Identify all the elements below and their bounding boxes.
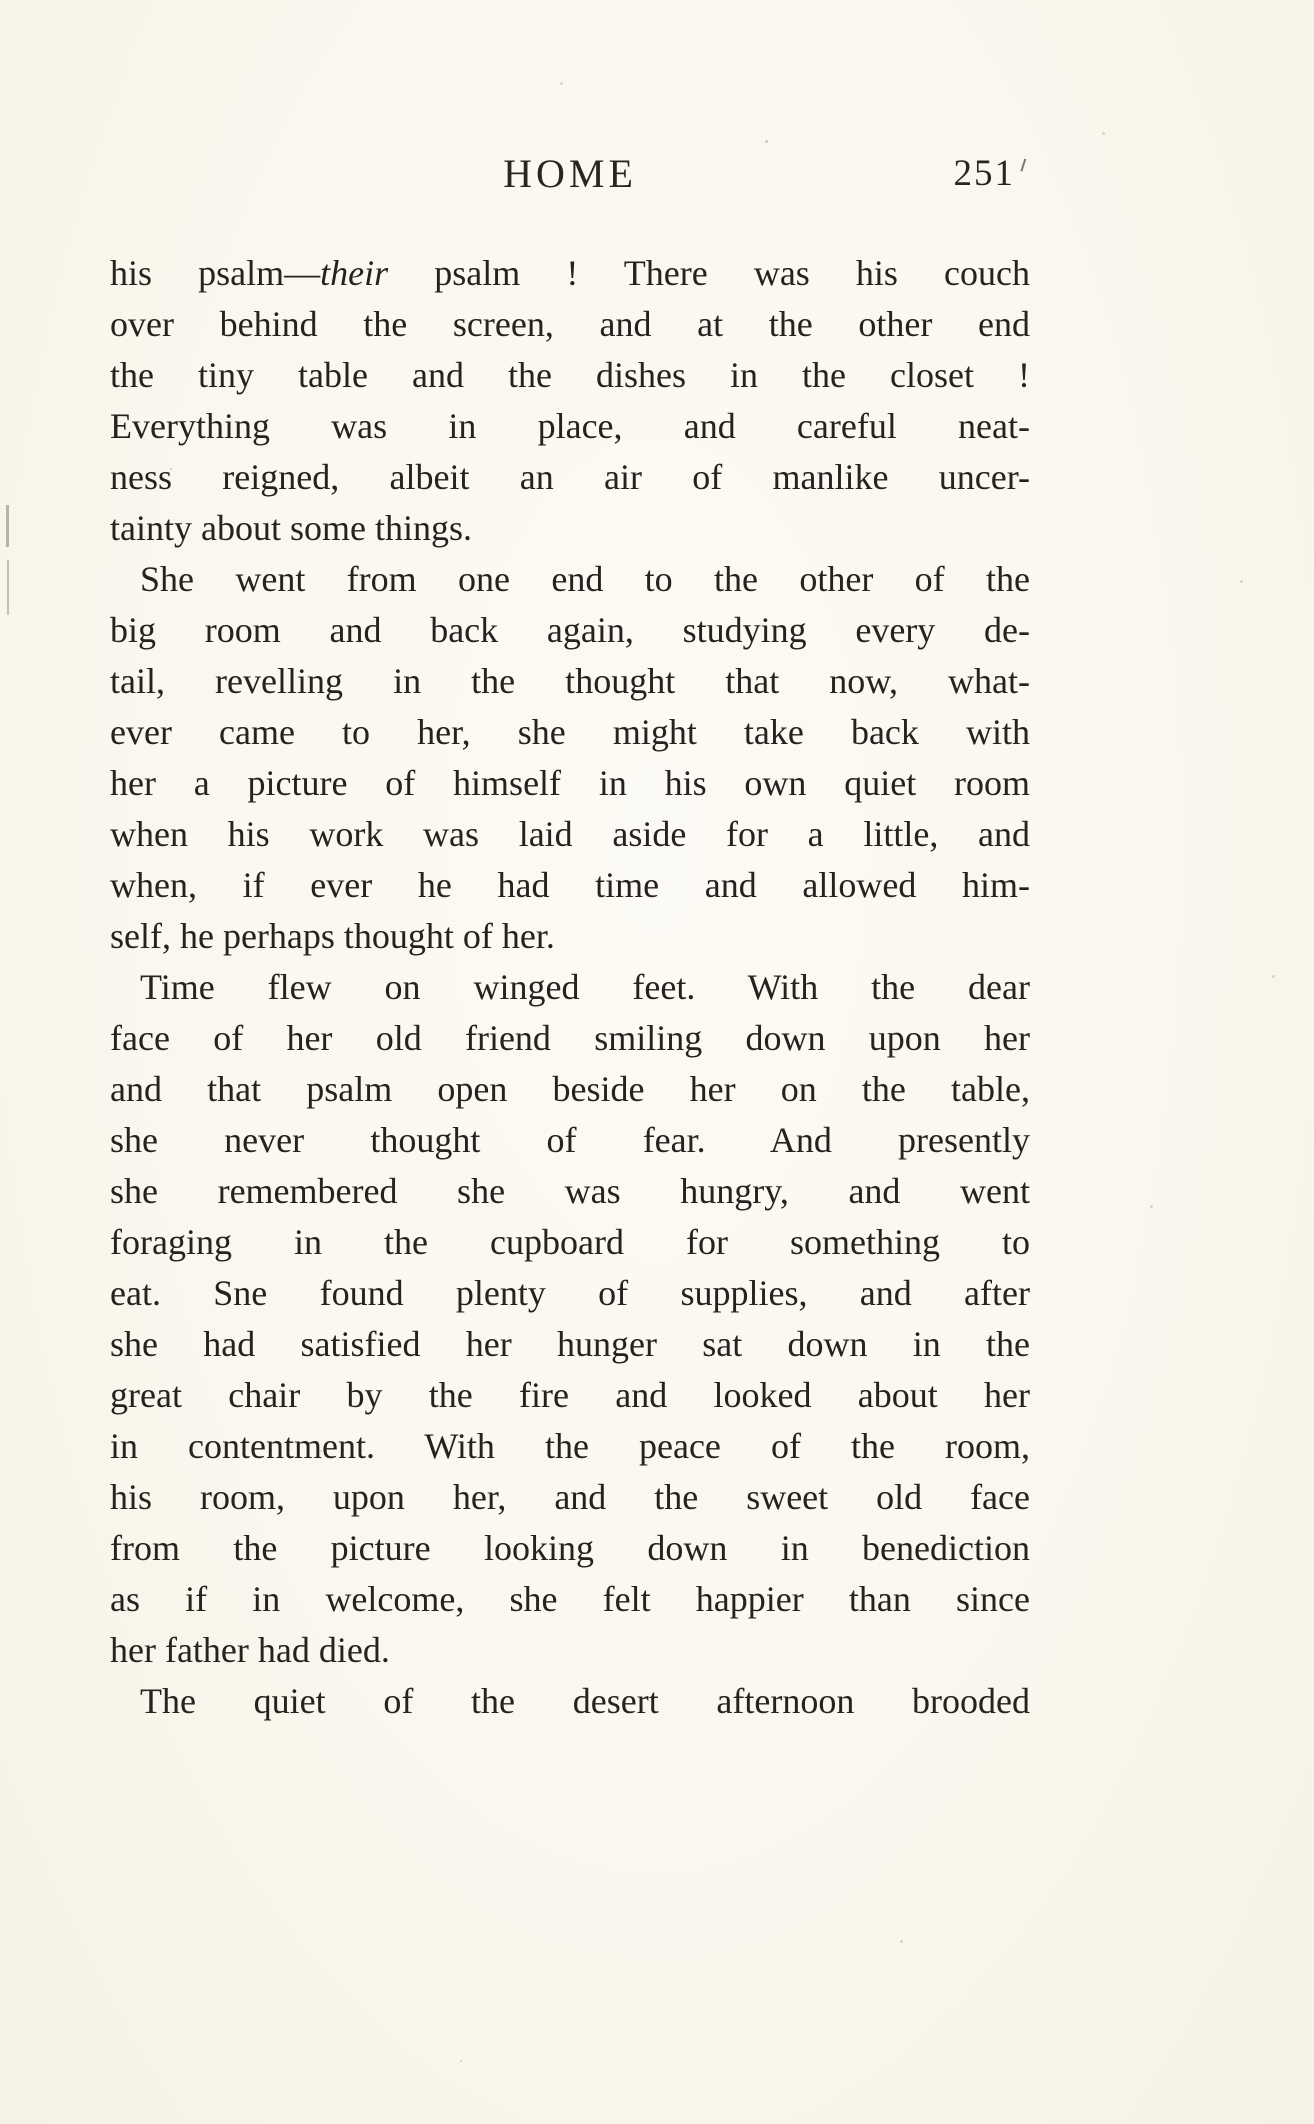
- text-line: [110, 656, 1030, 707]
- text-line: [110, 1115, 1030, 1166]
- text-segment: foraging in the cupboard for something to: [110, 1222, 1030, 1262]
- text-segment: psalm ! There was his couch: [388, 253, 1030, 293]
- text-line: [110, 1166, 1030, 1217]
- text-line: [110, 248, 1030, 299]
- text-segment: self, he perhaps thought of her.: [110, 916, 555, 956]
- text-line: [110, 860, 1030, 911]
- text-segment: when, if ever he had time and allowed him-: [110, 865, 1030, 905]
- text-segment: The quiet of the desert afternoon brooded: [140, 1681, 1030, 1721]
- text-line: [110, 1013, 1030, 1064]
- page-header: [110, 0, 1030, 202]
- text-segment: she had satisfied her hunger sat down in the: [110, 1324, 1030, 1364]
- text-line: [110, 1472, 1030, 1523]
- text-segment: over behind the screen, and at the other end: [110, 304, 1030, 344]
- text-line: [110, 1370, 1030, 1421]
- text-segment: tail, revelling in the thought that now, what-: [110, 661, 1030, 701]
- scan-speck: [900, 1940, 903, 1943]
- text-line: [110, 605, 1030, 656]
- text-line: [110, 1064, 1030, 1115]
- text-line: [110, 809, 1030, 860]
- text-line: [110, 1319, 1030, 1370]
- text-line: [110, 350, 1030, 401]
- scan-smudge: [6, 505, 9, 547]
- text-segment: her a picture of himself in his own quiet room: [110, 763, 1030, 803]
- scan-speck: [1272, 975, 1275, 978]
- text-line: [110, 452, 1030, 503]
- page-number-value: 251: [953, 153, 1015, 194]
- text-line: [110, 1574, 1030, 1625]
- text-segment: his psalm—: [110, 253, 321, 293]
- text-segment: in contentment. With the peace of the room,: [110, 1426, 1030, 1466]
- text-line: [110, 1676, 1030, 1727]
- text-line: [110, 1217, 1030, 1268]
- page-title: HOME: [503, 151, 637, 196]
- text-segment: she remembered she was hungry, and went: [110, 1171, 1030, 1211]
- text-segment: she never thought of fear. And presently: [110, 1120, 1030, 1160]
- text-line: [110, 962, 1030, 1013]
- text-segment: Time flew on winged feet. With the dear: [140, 967, 1030, 1007]
- scan-speck: [460, 2060, 462, 2062]
- scan-speck: [1102, 132, 1105, 135]
- text-segment: great chair by the fire and looked about her: [110, 1375, 1030, 1415]
- text-line: [110, 758, 1030, 809]
- text-segment: his room, upon her, and the sweet old face: [110, 1477, 1030, 1517]
- text-line: [110, 1268, 1030, 1319]
- text-segment: eat. Sne found plenty of supplies, and after: [110, 1273, 1030, 1313]
- text-line: [110, 401, 1030, 452]
- text-segment: and that psalm open beside her on the table,: [110, 1069, 1030, 1109]
- text-segment: her father had died.: [110, 1630, 390, 1670]
- scan-speck: [1150, 1205, 1153, 1208]
- text-segment: when his work was laid aside for a little, and: [110, 814, 1030, 854]
- text-segment: tainty about some things.: [110, 508, 472, 548]
- scan-smudge: [7, 560, 9, 615]
- text-line: [110, 911, 1030, 962]
- text-segment: ness reigned, albeit an air of manlike uncer-: [110, 457, 1030, 497]
- text-line: [110, 1523, 1030, 1574]
- text-segment: ever came to her, she might take back with: [110, 712, 1030, 752]
- text-segment: from the picture looking down in benediction: [110, 1528, 1030, 1568]
- text-line: [110, 503, 1030, 554]
- text-segment: the tiny table and the dishes in the closet !: [110, 355, 1030, 395]
- text-line: [110, 1421, 1030, 1472]
- text-line: [110, 1625, 1030, 1676]
- text-line: [110, 299, 1030, 350]
- text-segment: She went from one end to the other of the: [140, 559, 1030, 599]
- text-line: [110, 707, 1030, 758]
- text-line: [110, 554, 1030, 605]
- text-segment: face of her old friend smiling down upon her: [110, 1018, 1030, 1058]
- page-number: [954, 152, 1021, 195]
- text-block: [110, 248, 1030, 1727]
- italic-text: their: [320, 253, 389, 293]
- text-segment: Everything was in place, and careful neat-: [110, 406, 1030, 446]
- text-segment: big room and back again, studying every de-: [110, 610, 1030, 650]
- scan-speck: [1240, 580, 1243, 583]
- text-segment: as if in welcome, she felt happier than since: [110, 1579, 1030, 1619]
